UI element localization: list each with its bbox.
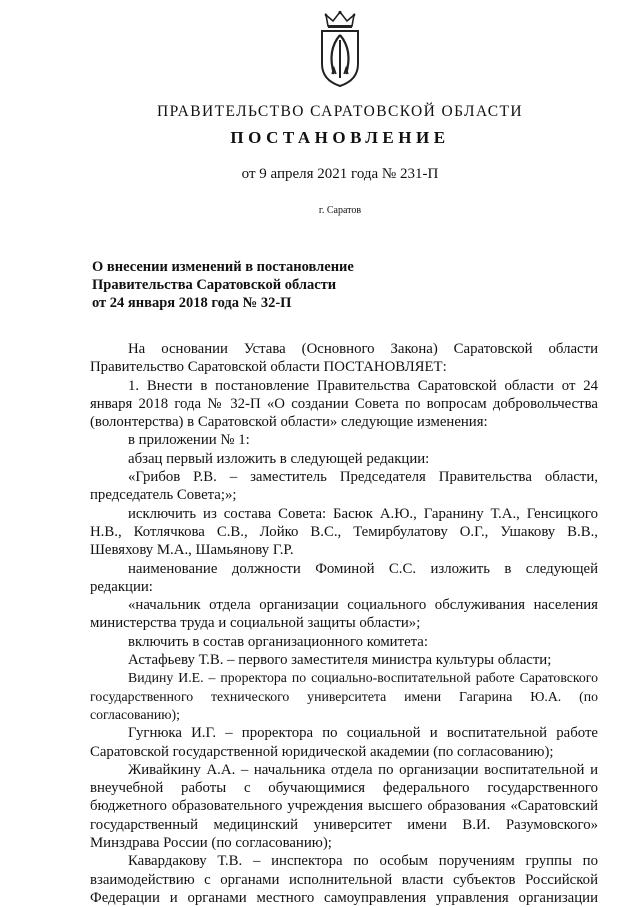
- paragraph: исключить из состава Совета: Басюк А.Ю., Гаранину Т.А., Генсицкого Н.В., Котлячкова С.В., Лойко В.С., Темирбулатову О.Г., Ушакову В.В., Шевяхову М.А., Шамьянову Г.Р.: [90, 505, 598, 559]
- paragraph: Кавардакову Т.В. – инспектора по особым поручениям группы по взаимодействию с органами исполнительной власти субъектов Российской Федерации и органами местного самоуправления управления организации: [90, 853, 598, 906]
- paragraph: «начальник отдела организации социального обслуживания населения министерства труда и социальной защиты области»;: [90, 597, 598, 632]
- document-date-number: от 9 апреля 2021 года № 231-П: [241, 166, 439, 182]
- title-line: Правительства Саратовской области: [92, 277, 337, 293]
- paragraph: Живайкину А.А. – начальника отдела по организации воспитательной и внеучебной работы с обучающимися федерального государственного бюджетного образовательного учреждения высшего образования «Саратовский государственный медицинский университет имени В.И. Разумовского» Минздрава России (по согласованию);: [90, 761, 598, 852]
- paragraph: Гугнюка И.Г. – проректора по социальной и воспитательной работе Саратовской государственной юридической академии (по согласованию);: [90, 725, 598, 760]
- document-type: ПОСТАНОВЛЕНИЕ: [230, 128, 450, 147]
- paragraph: Астафьеву Т.В. – первого заместителя министра культуры области;: [128, 652, 552, 669]
- coat-of-arms-emblem: [318, 10, 362, 88]
- document-body: [90, 340, 598, 907]
- government-name: ПРАВИТЕЛЬСТВО САРАТОВСКОЙ ОБЛАСТИ: [157, 103, 523, 120]
- title-line: от 24 января 2018 года № 32-П: [92, 295, 292, 311]
- paragraph: абзац первый изложить в следующей редакции:: [128, 450, 430, 467]
- title-line: О внесении изменений в постановление: [92, 259, 354, 275]
- paragraph: наименование должности Фоминой С.С. изложить в следующей редакции:: [90, 560, 598, 595]
- paragraph: в приложении № 1:: [128, 432, 250, 449]
- document-title: [92, 258, 354, 312]
- paragraph: На основании Устава (Основного Закона) Саратовской области Правительство Саратовской области ПОСТАНОВЛЯЕТ:: [90, 341, 598, 376]
- paragraph: Видину И.Е. – проректора по социально-воспитательной работе Саратовского государственного технического университета имени Гагарина Ю.А. (по согласованию);: [90, 670, 598, 722]
- paragraph: 1. Внести в постановление Правительства Саратовской области от 24 января 2018 года № 32-П «О создании Совета по вопросам добровольчества (волонтерства) в Саратовской области» следующие изменения:: [90, 377, 598, 431]
- paragraph: «Грибов Р.В. – заместитель Председателя Правительства области, председатель Совета;»;: [90, 469, 598, 504]
- paragraph: включить в состав организационного комитета:: [128, 633, 428, 650]
- document-city: г. Саратов: [318, 205, 362, 216]
